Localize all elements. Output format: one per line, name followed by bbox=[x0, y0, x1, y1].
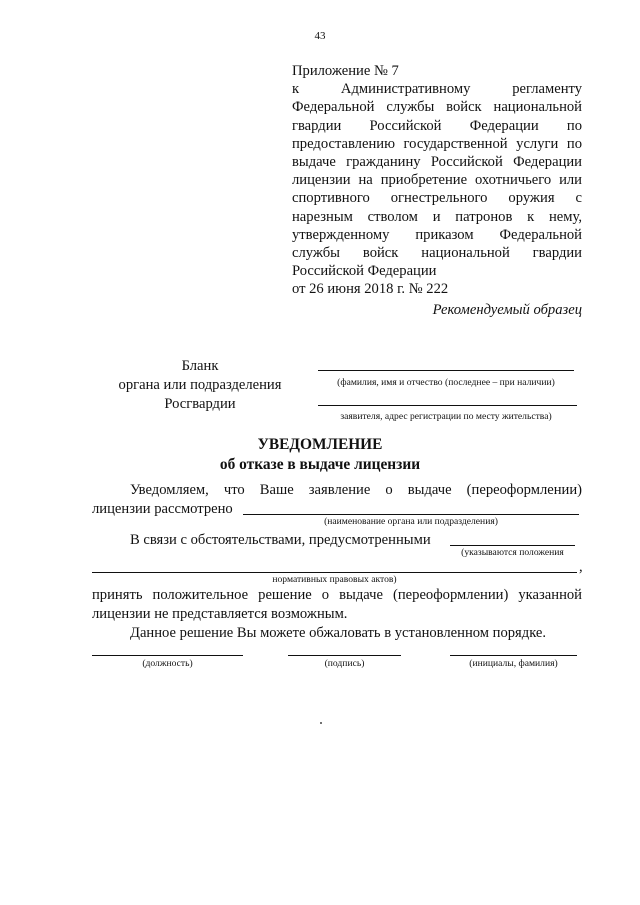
legal-acts-caption: нормативных правовых актов) bbox=[272, 574, 397, 585]
blank-line: органа или подразделения bbox=[118, 377, 282, 393]
appendix-date: от 26 июня 2018 г. № 222 bbox=[292, 281, 449, 298]
body-line: лицензии не представляется возможным. bbox=[92, 606, 348, 622]
appendix-line: Федеральной службы войск национальной bbox=[292, 99, 582, 116]
notice-subtitle: об отказе в выдаче лицензии bbox=[219, 456, 421, 473]
blank-line: Росгвардии bbox=[164, 396, 236, 412]
body-line: Уведомляем, что Ваше заявление о выдаче (переоформлении) bbox=[130, 482, 582, 498]
provisions-field[interactable] bbox=[450, 545, 575, 546]
provisions-caption: (указываются положения bbox=[461, 547, 564, 558]
appendix-title: Приложение № 7 bbox=[292, 63, 399, 79]
page-number: 43 bbox=[314, 30, 326, 42]
appendix-line: лицензии на приобретение охотничьего или bbox=[292, 172, 582, 189]
body-line: лицензии рассмотрено bbox=[92, 501, 233, 517]
initials-field[interactable] bbox=[450, 655, 577, 656]
position-caption: (должность) bbox=[142, 658, 193, 669]
comma: , bbox=[579, 559, 583, 575]
appendix-line: предоставлению государственной услуги по bbox=[292, 135, 582, 152]
appendix-line: нарезным стволом и патронов к нему, bbox=[292, 208, 582, 225]
position-field[interactable] bbox=[92, 655, 243, 656]
applicant-address-field[interactable] bbox=[318, 405, 577, 406]
recommended-sample-label: Рекомендуемый образец bbox=[432, 302, 582, 318]
appendix-block bbox=[292, 62, 582, 299]
applicant-name-caption: (фамилия, имя и отчество (последнее – при наличии) bbox=[337, 377, 555, 388]
appendix-line: выдаче гражданину Российской Федерации bbox=[292, 154, 582, 171]
organ-name-field[interactable] bbox=[243, 514, 579, 515]
blank-line: Бланк bbox=[181, 358, 219, 374]
applicant-name-field[interactable] bbox=[318, 370, 574, 371]
appendix-line: Российской Федерации bbox=[292, 263, 437, 280]
notice-title: УВЕДОМЛЕНИЕ bbox=[257, 436, 383, 453]
appendix-line: к Административному регламенту bbox=[292, 81, 582, 98]
signature-field[interactable] bbox=[288, 655, 401, 656]
appendix-line: утвержденному приказом Федеральной bbox=[292, 226, 582, 243]
scan-dot bbox=[320, 722, 322, 724]
appendix-line: гвардии Российской Федерации по bbox=[292, 117, 582, 134]
organ-name-caption: (наименование органа или подразделения) bbox=[324, 516, 498, 527]
appendix-line: спортивного огнестрельного оружия с bbox=[292, 190, 582, 207]
legal-acts-field[interactable] bbox=[92, 572, 577, 573]
applicant-address-caption: заявителя, адрес регистрации по месту жительства) bbox=[340, 411, 552, 422]
initials-caption: (инициалы, фамилия) bbox=[469, 658, 558, 669]
body-line: В связи с обстоятельствами, предусмотренными bbox=[130, 532, 431, 548]
appendix-line: службы войск национальной гвардии bbox=[292, 245, 582, 262]
body-line: принять положительное решение о выдаче (переоформлении) указанной bbox=[92, 587, 582, 603]
blank-organ-block bbox=[100, 357, 300, 414]
body-line: Данное решение Вы можете обжаловать в установленном порядке. bbox=[130, 625, 547, 641]
signature-caption: (подпись) bbox=[324, 658, 365, 669]
